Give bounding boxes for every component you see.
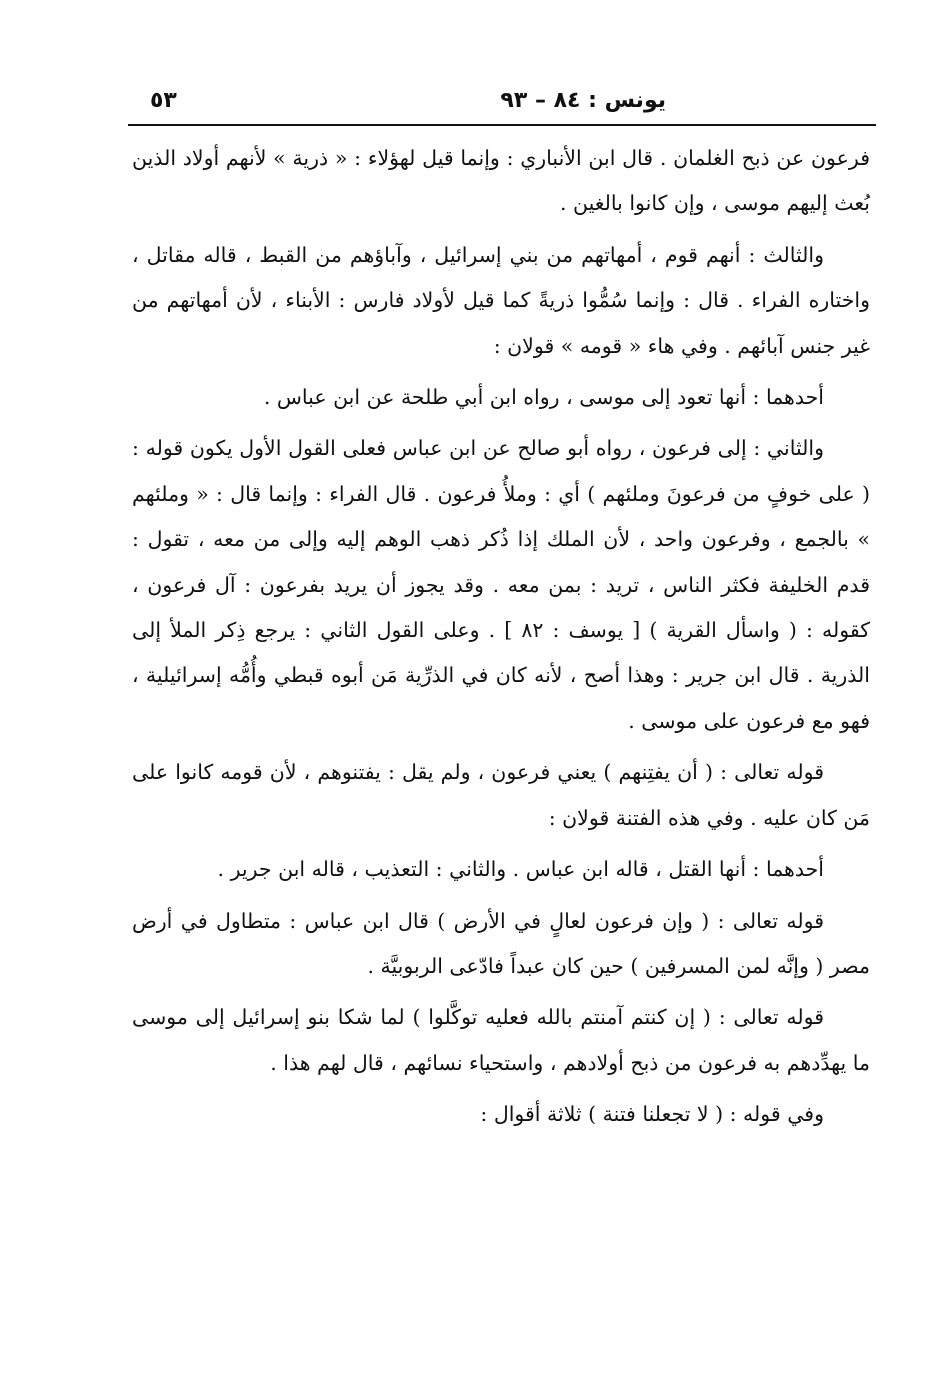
book-page <box>128 78 876 1144</box>
paragraph-4: والثاني : إلى فرعون ، رواه أبو صالح عن ابن عباس فعلى القول الأول يكون قوله : ( على خوفٍ من فرعونَ وملئهم ) أي : وملأُ فرعون . قال الفراء : وإنما قال : « وملئهم » بالجمع ، وفرعون واحد ، لأن الملك إذا ذُكر ذهب الوهم إليه وإلى من معه ، تقول : قدم الخليفة فكثر الناس ، تريد : بمن معه . وقد يجوز أن يريد بفرعون : آل فرعون ، كقوله : ( واسأل القرية ) [ يوسف : ٨٢ ] . وعلى القول الثاني : يرجع ذِكر الملأ إلى الذرية . قال ابن جرير : وهذا أصح ، لأنه كان في الذرِّية مَن أبوه قبطي وأُمُّه إسرائيلية ، فهو مع فرعون على موسى . <box>132 436 870 733</box>
paragraph-2: والثالث : أنهم قوم ، أمهاتهم من بني إسرائيل ، وآباؤهم من القبط ، قاله مقاتل ، واختاره الفراء . قال : وإنما سُمُّوا ذريةً كما قيل لأولاد فارس : الأبناء ، لأن أمهاتهم من غير جنس آبائهم . وفي هاء « قومه » قولان : <box>132 242 870 358</box>
paragraph-1: فرعون عن ذبح الغلمان . قال ابن الأنباري : وإنما قيل لهؤلاء : « ذرية » لأنهم أولاد الذين بُعث إليهم موسى ، وإن كانوا بالغين . <box>132 146 870 216</box>
running-title: يونس : ٨٤ – ٩٣ <box>500 88 666 113</box>
page-body <box>128 136 876 1138</box>
paragraph-3: أحدهما : أنها تعود إلى موسى ، رواه ابن أبي طلحة عن ابن عباس . <box>263 385 824 410</box>
page-number: ٥٣ <box>150 88 177 113</box>
paragraph-9: وفي قوله : ( لا تجعلنا فتنة ) ثلاثة أقوال : <box>480 1102 824 1127</box>
paragraph-8: قوله تعالى : ( إن كنتم آمنتم بالله فعليه توكَّلوا ) لما شكا بنو إسرائيل إلى موسى ما يهدِّدهم به فرعون من ذبح أولادهم ، واستحياء نسائهم ، قال لهم هذا . <box>132 1005 870 1075</box>
paragraph-7: قوله تعالى : ( وإن فرعون لعالٍ في الأرض ) قال ابن عباس : متطاول في أرض مصر ( وإنَّه لمن المسرفين ) حين كان عبداً فادّعى الربوبيَّة . <box>132 908 870 978</box>
page-header <box>128 78 876 126</box>
paragraph-6: أحدهما : أنها القتل ، قاله ابن عباس . والثاني : التعذيب ، قاله ابن جرير . <box>217 857 824 882</box>
paragraph-5: قوله تعالى : ( أن يفتِنهم ) يعني فرعون ، ولم يقل : يفتنوهم ، لأن قومه كانوا على مَن كان عليه . وفي هذه الفتنة قولان : <box>132 760 870 830</box>
